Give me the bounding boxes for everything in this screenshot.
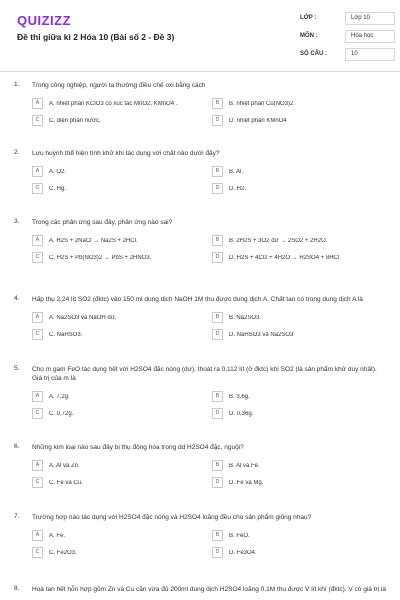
option-letter-box: A xyxy=(32,98,43,109)
question-text: Hoà tan hết hỗn hợp gồm Zn và Cu cần vừa đủ 200ml dung dịch H2SO4 loãng 0,1M thu được V lít khí (đktc). V có giá trị là xyxy=(32,586,386,593)
option-text: C. Fe2O3. xyxy=(49,549,77,556)
option-letter-box: A xyxy=(32,460,43,471)
answer-option[interactable] xyxy=(212,312,382,323)
meta-value: Hóa học xyxy=(345,30,395,43)
answer-option[interactable] xyxy=(212,183,382,194)
option-text: B. Al. xyxy=(229,168,244,175)
question-text: Trong các phản ứng sau đây, phản ứng nào sai? xyxy=(32,219,173,226)
option-letter-box: D xyxy=(212,252,223,263)
question-text: Những kim loại nào sau đây bị thụ động hóa trong dd H2SO4 đặc, nguội? xyxy=(32,444,244,451)
option-letter-box: A xyxy=(32,235,43,246)
answer-option[interactable] xyxy=(212,98,382,109)
option-text: D. NaHSO3 và Na2SO3 xyxy=(229,331,294,338)
answer-option[interactable] xyxy=(32,408,202,419)
answer-option[interactable] xyxy=(32,115,202,126)
question-block xyxy=(0,585,400,594)
question-text: Cho m gam FeO tác dụng hết với H2SO4 đặc nóng (dư), thoát ra 0,112 lít (ở đktc) khí SO2 (là sản phẩm khử duy nhất). Giá trị của m là xyxy=(32,366,377,382)
option-text: D. Fe3O4. xyxy=(229,549,257,556)
answer-options xyxy=(32,98,386,126)
option-text: D. 0,36g. xyxy=(229,410,254,417)
answer-option[interactable] xyxy=(212,408,382,419)
answer-options xyxy=(32,166,386,194)
option-text: A. Al và Zn. xyxy=(49,462,80,469)
answer-option[interactable] xyxy=(32,235,202,246)
answer-option[interactable] xyxy=(212,460,382,471)
option-letter-box: A xyxy=(32,391,43,402)
question-number: 6. xyxy=(14,443,20,450)
question-block xyxy=(0,295,400,340)
option-letter-box: C xyxy=(32,329,43,340)
question-number: 3. xyxy=(14,218,20,225)
option-letter-box: B xyxy=(212,312,223,323)
question-block xyxy=(0,443,400,488)
quizizz-logo: QUIZIZZ xyxy=(17,13,72,28)
option-letter-box: D xyxy=(212,477,223,488)
question-block xyxy=(0,81,400,126)
answer-option[interactable] xyxy=(32,312,202,323)
option-letter-box: B xyxy=(212,235,223,246)
answer-options xyxy=(32,391,386,419)
option-letter-box: B xyxy=(212,460,223,471)
option-text: D. Fe và Mg. xyxy=(229,479,264,486)
question-block xyxy=(0,149,400,194)
question-number: 5. xyxy=(14,365,20,372)
option-letter-box: B xyxy=(212,98,223,109)
option-letter-box: A xyxy=(32,312,43,323)
option-text: A. O2. xyxy=(49,168,67,175)
option-text: D. nhiệt phân KMnO4 xyxy=(229,117,287,124)
meta-value: Lớp 10 xyxy=(345,12,395,25)
meta-row-count xyxy=(300,46,395,62)
option-text: C. Fe và Cu. xyxy=(49,479,83,486)
option-text: C. H2S + Pb(NO3)2 → PbS + 2HNO3. xyxy=(49,254,152,261)
worksheet-header xyxy=(0,0,400,72)
meta-label: MÔN : xyxy=(300,33,318,39)
answer-option[interactable] xyxy=(32,166,202,177)
answer-option[interactable] xyxy=(32,391,202,402)
answer-options xyxy=(32,460,386,488)
option-letter-box: C xyxy=(32,477,43,488)
answer-option[interactable] xyxy=(212,115,382,126)
answer-option[interactable] xyxy=(212,252,382,263)
option-text: A. nhiệt phân KClO3 có xúc tác MnO2, KMnO4 . xyxy=(49,100,178,107)
question-text: Hấp thụ 2,24 lít SO2 (đktc) vào 150 ml dung dịch NaOH 1M thu được dung dịch A. Chất tan có trong dung dịch A là xyxy=(32,296,363,303)
question-block xyxy=(0,513,400,558)
option-text: C. Hg. xyxy=(49,185,67,192)
answer-option[interactable] xyxy=(32,329,202,340)
worksheet-title: Đề thi giữa kì 2 Hóa 10 (Bài số 2 - Đề 3) xyxy=(17,32,175,42)
option-text: A. Na2SO3 và NaOH dư. xyxy=(49,314,117,321)
option-letter-box: C xyxy=(32,547,43,558)
option-letter-box: D xyxy=(212,115,223,126)
option-letter-box: C xyxy=(32,183,43,194)
option-text: A. 7,2g. xyxy=(49,393,70,400)
question-text: Trong công nghiệp, người ta thường điều chế oxi bằng cách xyxy=(32,82,206,89)
question-number: 1. xyxy=(14,81,20,88)
option-text: D. H2S + 4Cl2 + 4H2O → H2SO4 + 8HCl xyxy=(229,254,340,261)
meta-label: SỐ CÂU : xyxy=(300,51,327,57)
worksheet-meta xyxy=(300,10,395,64)
option-text: B. nhiệt phân Cu(NO3)2. xyxy=(229,100,296,107)
option-letter-box: B xyxy=(212,530,223,541)
option-text: D. H2. xyxy=(229,185,247,192)
question-number: 7. xyxy=(14,513,20,520)
answer-option[interactable] xyxy=(212,530,382,541)
question-number: 2. xyxy=(14,149,20,156)
answer-option[interactable] xyxy=(32,252,202,263)
option-text: C. điện phân nước. xyxy=(49,117,101,124)
option-letter-box: A xyxy=(32,166,43,177)
answer-options xyxy=(32,530,386,558)
option-letter-box: B xyxy=(212,391,223,402)
meta-row-class xyxy=(300,10,395,26)
option-letter-box: D xyxy=(212,408,223,419)
question-block xyxy=(0,365,400,419)
answer-option[interactable] xyxy=(32,460,202,471)
option-letter-box: D xyxy=(212,547,223,558)
answer-option[interactable] xyxy=(32,530,202,541)
option-text: B. 3,6g. xyxy=(229,393,250,400)
option-text: C. 0,72g. xyxy=(49,410,74,417)
answer-option[interactable] xyxy=(32,98,202,109)
option-letter-box: D xyxy=(212,329,223,340)
question-text: Trường hợp nào tác dụng với H2SO4 đặc nóng và H2SO4 loãng đều cho sản phẩm giống nhau? xyxy=(32,514,312,521)
question-number: 8. xyxy=(14,585,20,592)
answer-options xyxy=(32,312,386,340)
option-letter-box: C xyxy=(32,115,43,126)
option-letter-box: B xyxy=(212,166,223,177)
question-number: 4. xyxy=(14,295,20,302)
meta-label: LỚP : xyxy=(300,15,317,21)
question-block xyxy=(0,218,400,263)
question-text: Lưu huỳnh thể hiện tính khử khi tác dụng với chất nào dưới đây? xyxy=(32,150,220,157)
meta-row-subject xyxy=(300,28,395,44)
answer-option[interactable] xyxy=(32,183,202,194)
option-text: B. FeO. xyxy=(229,532,250,539)
answer-option[interactable] xyxy=(212,547,382,558)
answer-option[interactable] xyxy=(212,391,382,402)
option-text: B. 2H2S + 3O2 dư → 2SO2 + 2H2O. xyxy=(229,237,328,244)
answer-option[interactable] xyxy=(212,166,382,177)
answer-option[interactable] xyxy=(212,235,382,246)
option-letter-box: A xyxy=(32,530,43,541)
answer-option[interactable] xyxy=(212,477,382,488)
option-text: B. Al và Fe. xyxy=(229,462,260,469)
option-text: A. H2S + 2NaCl → Na2S + 2HCl. xyxy=(49,237,138,244)
option-text: C. NaHSO3. xyxy=(49,331,83,338)
answer-option[interactable] xyxy=(32,477,202,488)
answer-option[interactable] xyxy=(32,547,202,558)
option-text: A. Fe. xyxy=(49,532,66,539)
option-letter-box: C xyxy=(32,408,43,419)
option-letter-box: D xyxy=(212,183,223,194)
option-letter-box: C xyxy=(32,252,43,263)
option-text: B. Na2SO3. xyxy=(229,314,262,321)
meta-value: 10 xyxy=(345,48,395,61)
answer-options xyxy=(32,235,386,263)
answer-option[interactable] xyxy=(212,329,382,340)
